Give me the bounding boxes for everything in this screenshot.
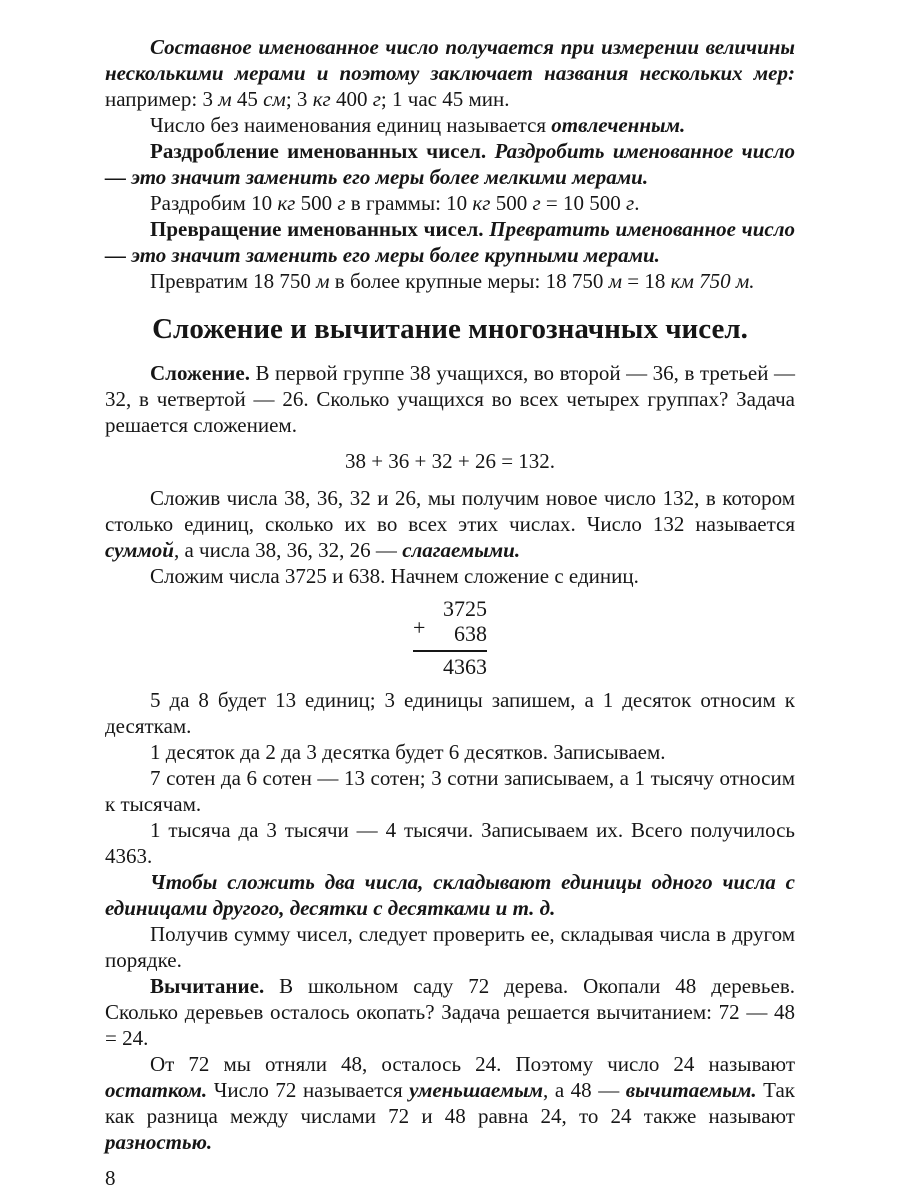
- text-segment: кг: [312, 87, 331, 111]
- paragraph: [105, 268, 795, 294]
- text-segment: в более крупные меры: 18 750: [329, 269, 609, 293]
- text-segment: ; 3: [285, 87, 313, 111]
- text-segment: м: [218, 87, 232, 111]
- paragraph: [105, 112, 795, 138]
- text-segment: г: [337, 191, 346, 215]
- text-segment: 7 сотен да 6 сотен — 13 сотен; 3 сотни записываем, а 1 тысячу относим к тысячам.: [105, 766, 795, 816]
- text-segment: 1 десяток да 2 да 3 десятка будет 6 десятков. Записываем.: [150, 740, 666, 764]
- text-segment: разностью.: [105, 1130, 213, 1154]
- text-segment: г: [626, 191, 635, 215]
- paragraph: [105, 1051, 795, 1155]
- text-segment: суммой: [105, 538, 174, 562]
- page-number: 8: [105, 1166, 116, 1190]
- equation: 38 + 36 + 32 + 26 = 132.: [344, 449, 556, 473]
- text-segment: г: [532, 191, 541, 215]
- paragraph: [105, 817, 795, 869]
- text-segment: Раздробим 10: [150, 191, 278, 215]
- text-segment: Так как разница между числами 72 и 48 равна 24, то 24 также называют: [105, 1078, 795, 1128]
- addend: 638: [454, 621, 487, 646]
- paragraph: [105, 739, 795, 765]
- paragraph: [105, 973, 795, 1051]
- text-segment: .: [634, 191, 640, 215]
- text-segment: 500: [295, 191, 338, 215]
- text-segment: 750 м.: [699, 269, 755, 293]
- paragraph: [105, 190, 795, 216]
- text-segment: вычитаемым.: [625, 1078, 757, 1102]
- text-segment: В школьном саду 72 дерева. Окопали 48 деревьев. Сколько деревьев осталось окопать? Задача решается вычитанием: 72 — 48 = 24.: [105, 974, 795, 1050]
- text-segment: , а числа 38, 36, 32, 26 —: [173, 538, 403, 562]
- paragraph: [105, 216, 795, 268]
- text-segment: ; 1 час 45 мин.: [380, 87, 510, 111]
- paragraph: [105, 765, 795, 817]
- text-segment: Составное именованное число получается при измерении величины несколькими мерами и поэтому заключает названия нескольких мер:: [105, 35, 795, 85]
- text-segment: кг: [472, 191, 491, 215]
- text-segment: Превратить именованное число — это значит заменить его меры более крупными мерами.: [105, 217, 795, 267]
- text-segment: см: [263, 87, 286, 111]
- text-segment: Раздробить именованное число — это значит заменить его меры более мелкими мерами.: [105, 139, 795, 189]
- text-segment: 400: [330, 87, 373, 111]
- text-segment: Получив сумму чисел, следует проверить ее, складывая числа в другом порядке.: [105, 922, 795, 972]
- text-segment: Превратим 18 750: [150, 269, 317, 293]
- text-segment: остатком.: [105, 1078, 208, 1102]
- text-segment: м: [608, 269, 623, 293]
- text-segment: Сложение.: [150, 361, 256, 385]
- text-segment: Число 72 называется: [207, 1078, 410, 1102]
- text-segment: в граммы: 10: [345, 191, 473, 215]
- paragraph: [105, 687, 795, 739]
- text-segment: = 18: [622, 269, 671, 293]
- section-heading: Сложение и вычитание многозначных чисел.: [152, 313, 748, 345]
- text-segment: , а 48 —: [543, 1078, 626, 1102]
- text-segment: отвлеченным.: [551, 113, 686, 137]
- paragraph: [105, 563, 795, 589]
- addend: 3725: [443, 596, 487, 621]
- text-segment: Вычитание.: [150, 974, 280, 998]
- paragraph: [105, 360, 795, 438]
- text-segment: 1 тысяча да 3 тысячи — 4 тысячи. Записываем их. Всего получилось 4363.: [105, 818, 795, 868]
- paragraph: [105, 34, 795, 112]
- text-segment: Чтобы сложить два числа, складывают единицы одного числа с единицами другого, десятки с десятками и т. д.: [105, 870, 795, 920]
- text-segment: Число без наименования единиц называется: [150, 113, 552, 137]
- sum-result: 4363: [413, 650, 487, 679]
- text-segment: Сложив числа 38, 36, 32 и 26, мы получим новое число 132, в котором столько единиц, сколько их во всех этих числах. Число 132 называется: [105, 486, 795, 536]
- plus-sign: +: [413, 615, 426, 640]
- text-segment: м: [316, 269, 330, 293]
- text-segment: кг: [277, 191, 296, 215]
- paragraph: [105, 138, 795, 190]
- column-addition: [105, 596, 795, 679]
- text-segment: От 72 мы отняли 48, осталось 24. Поэтому число 24 называют: [150, 1052, 795, 1076]
- paragraph: [105, 485, 795, 563]
- paragraph: [105, 869, 795, 921]
- text-segment: г: [372, 87, 381, 111]
- paragraph: [105, 921, 795, 973]
- text-segment: В первой группе 38 учащихся, во второй — 36, в третьей — 32, в четвертой — 26. Сколько учащихся во всех четырех группах? Задача решается сложением.: [105, 361, 795, 437]
- text-segment: км: [670, 269, 694, 293]
- text-segment: 5 да 8 будет 13 единиц; 3 единицы запишем, а 1 десяток относим к десяткам.: [105, 688, 795, 738]
- text-segment: 45: [231, 87, 264, 111]
- text-segment: уменьшаемым: [409, 1078, 544, 1102]
- text-segment: Раздробление именованных чисел.: [150, 139, 495, 163]
- text-segment: Сложим числа 3725 и 638. Начнем сложение с единиц.: [150, 564, 639, 588]
- text-segment: Превращение именованных чисел.: [150, 217, 490, 241]
- text-segment: слагаемыми.: [402, 538, 521, 562]
- text-segment: 500: [490, 191, 533, 215]
- column-addition-box: [413, 596, 487, 679]
- text-segment: = 10 500: [540, 191, 626, 215]
- text-segment: например: 3: [105, 87, 219, 111]
- page-content: [105, 34, 795, 1155]
